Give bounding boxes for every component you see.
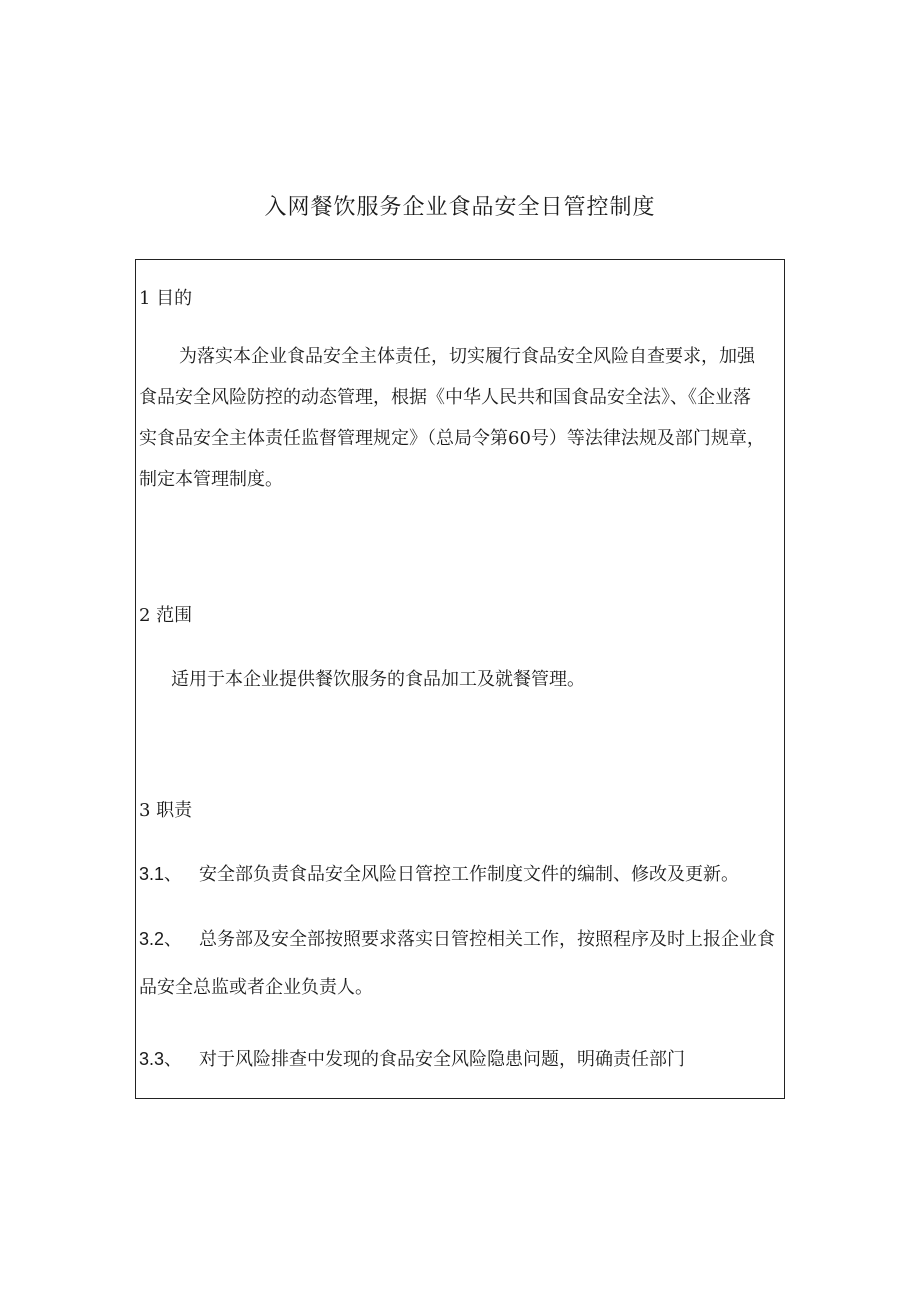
section-heading-purpose: 1 目的	[139, 288, 193, 309]
duty-item-label: 3.2、	[139, 929, 183, 949]
content-frame	[135, 259, 785, 1099]
purpose-line: 制定本管理制度。	[139, 469, 283, 490]
duty-item-text: 安全部负责食品安全风险日管控工作制度文件的编制、修改及更新。	[199, 864, 739, 885]
document-title: 入网餐饮服务企业食品安全日管控制度	[264, 195, 656, 220]
duty-item-text: 对于风险排查中发现的食品安全风险隐患问题，明确责任部门	[199, 1049, 685, 1070]
section-heading-scope: 2 范围	[139, 605, 193, 626]
scope-text: 适用于本企业提供餐饮服务的食品加工及就餐管理。	[171, 669, 585, 690]
purpose-line: 实食品安全主体责任监督管理规定》（总局令第60号）等法律法规及部门规章，	[139, 428, 765, 449]
purpose-line: 食品安全风险防控的动态管理，根据《中华人民共和国食品安全法》、《企业落	[139, 387, 751, 408]
section-heading-duties: 3 职责	[139, 800, 193, 821]
duty-item-text: 总务部及安全部按照要求落实日管控相关工作，按照程序及时上报企业食	[199, 929, 775, 950]
duty-item-text: 品安全总监或者企业负责人。	[139, 977, 373, 998]
purpose-paragraph	[139, 336, 783, 500]
duty-item-label: 3.3、	[139, 1049, 183, 1069]
purpose-line: 为落实本企业食品安全主体责任，切实履行食品安全风险自查要求，加强	[179, 346, 755, 367]
duty-item-label: 3.1、	[139, 864, 183, 884]
